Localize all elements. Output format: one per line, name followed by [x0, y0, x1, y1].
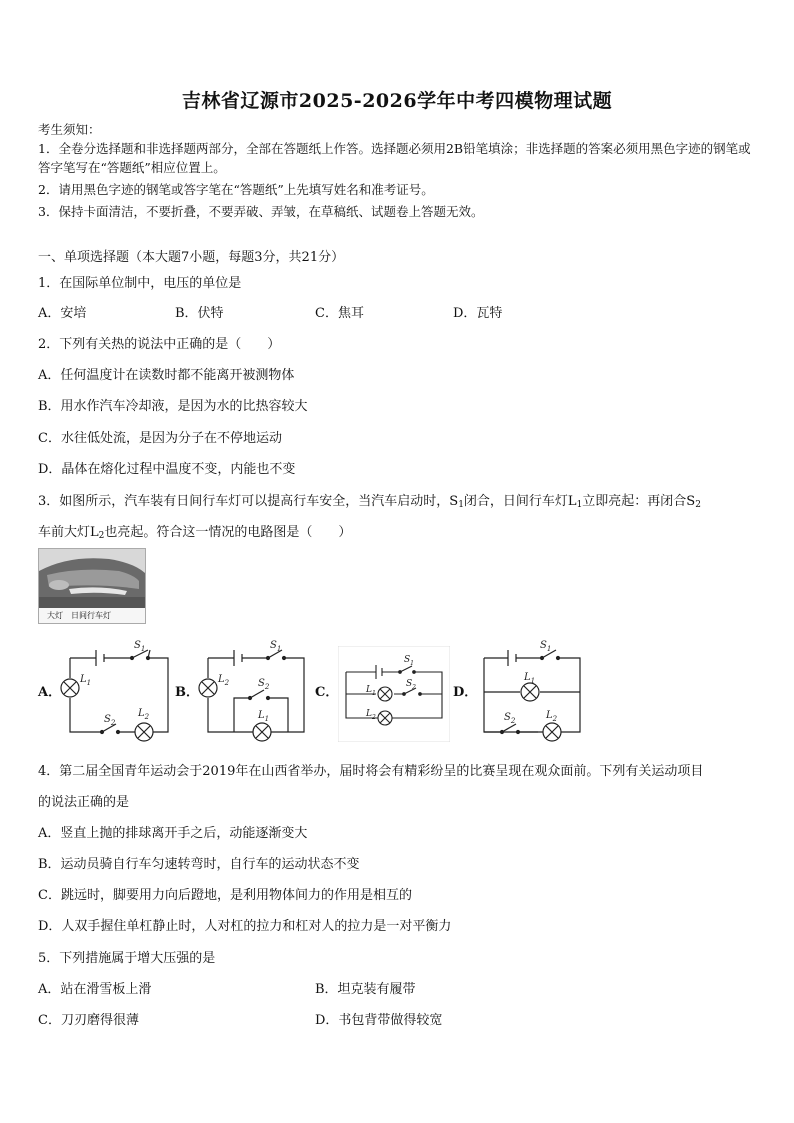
q5-option-d: D．书包背带做得较宽 [315, 1013, 443, 1028]
q1-option-a: A．安培 [38, 306, 87, 321]
q4-option-a: A．竖直上抛的排球离开手之后，动能逐渐变大 [38, 826, 308, 841]
label-l2: $L_2$ [546, 710, 558, 723]
circuit-diagram-a [58, 636, 176, 746]
q5-option-c: C．刀刃磨得很薄 [38, 1013, 139, 1028]
car-photo-image [39, 549, 145, 609]
q3-option-b-label: B． [175, 685, 199, 700]
q1-stem: 1．在国际单位制中，电压的单位是 [38, 276, 242, 291]
q4-option-d: D．人双手握住单杠静止时，人对杠的拉力和杠对人的拉力是一对平衡力 [38, 919, 452, 934]
q2-option-a: A．任何温度计在读数时都不能离开被测物体 [38, 368, 295, 383]
label-s1: $S_1$ [540, 640, 552, 653]
q1-option-d: D．瓦特 [453, 306, 503, 321]
q4-stem-line1: 4．第二届全国青年运动会于2019年在山西省举办，届时将会有精彩纷呈的比赛呈现在观众面前。下列有关运动项目 [38, 764, 704, 779]
label-l2: $L_2$ [218, 674, 230, 687]
q2-option-c: C．水往低处流，是因为分子在不停地运动 [38, 431, 282, 446]
q3-option-c-label: C． [315, 685, 339, 700]
q5-option-b: B．坦克装有履带 [315, 982, 416, 997]
circuit-diagram-b [196, 636, 314, 746]
q3-option-d-label: D． [453, 685, 478, 700]
q1-option-b: B．伏特 [175, 306, 224, 321]
label-l2: $L_2$ [138, 708, 150, 721]
q1-option-c: C．焦耳 [315, 306, 364, 321]
q3-option-a-label: A． [38, 685, 62, 700]
label-l1: $L_1$ [524, 672, 536, 685]
label-l2: $L_2$ [366, 709, 376, 721]
q4-option-c: C．跳远时，脚要用力向后蹬地，是利用物体间力的作用是相互的 [38, 888, 412, 903]
q3-stem-line2: 车前大灯$L_2$也亮起。符合这一情况的电路图是（ ） [38, 525, 352, 541]
q3-stem-line1: 3．如图所示，汽车装有日间行车灯可以提高行车安全，当汽车启动时，$S_1$闭合，日间行车灯$L_1$立即亮起：再闭合$S_2$ [38, 494, 701, 510]
label-l1: $L_1$ [366, 685, 376, 697]
q4-option-b: B．运动员骑自行车匀速转弯时，自行车的运动状态不变 [38, 857, 360, 872]
page-title: 吉林省辽源市2025-2026学年中考四模物理试题 [181, 90, 613, 112]
circuit-diagram-c [338, 646, 450, 742]
circuit-diagram-d [476, 636, 590, 746]
label-s2: $S_2$ [104, 714, 116, 727]
q5-option-a: A．站在滑雪板上滑 [38, 982, 152, 997]
notice-item-3: 3．保持卡面清洁，不要折叠，不要弄破、弄皱，在草稿纸、试题卷上答题无效。 [38, 204, 484, 219]
label-s1: $S_1$ [134, 640, 146, 653]
car-photo [38, 548, 146, 624]
q4-stem-line2: 的说法正确的是 [38, 795, 130, 810]
label-s1: $S_1$ [270, 640, 282, 653]
q2-stem: 2．下列有关热的说法中正确的是（ ） [38, 337, 281, 352]
notice-item-1: 1．全卷分选择题和非选择题两部分，全部在答题纸上作答。选择题必须用2B铅笔填涂；非选择题的答案必须用黑色字迹的钢笔或答字笔写在“答题纸”相应位置上。 [38, 141, 751, 175]
q5-stem: 5．下列措施属于增大压强的是 [38, 951, 216, 966]
label-s1: $S_1$ [404, 655, 414, 667]
q2-option-b: B．用水作汽车冷却液，是因为水的比热容较大 [38, 399, 308, 414]
label-s2: $S_2$ [406, 679, 416, 691]
label-l1: $L_1$ [80, 674, 92, 687]
notice-heading: 考生须知： [38, 122, 101, 137]
q2-option-d: D．晶体在熔化过程中温度不变，内能也不变 [38, 462, 296, 477]
label-s2: $S_2$ [504, 712, 516, 725]
section-heading: 一、单项选择题（本大题7小题，每题3分，共21分） [38, 250, 345, 265]
notice-item-2: 2．请用黑色字迹的钢笔或答字笔在“答题纸”上先填写姓名和准考证号。 [38, 182, 434, 197]
label-l1: $L_1$ [258, 710, 270, 723]
label-s2: $S_2$ [258, 678, 270, 691]
photo-caption: 大灯 日间行车灯 [39, 608, 145, 623]
